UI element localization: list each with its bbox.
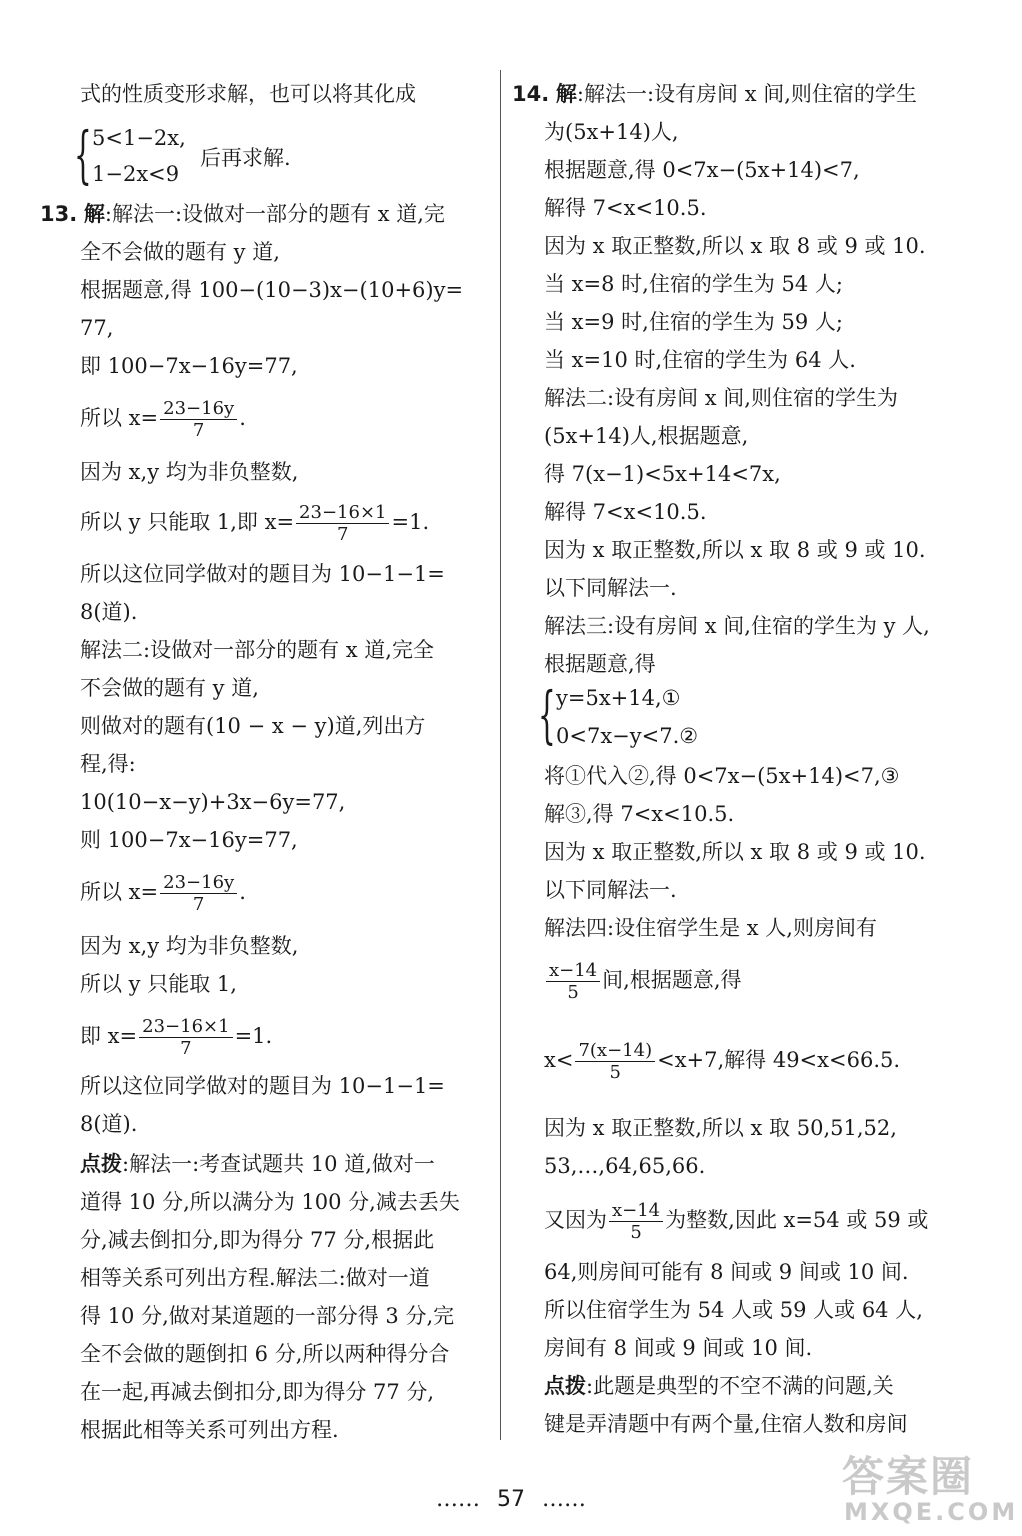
text-span: 为整数,因此 x=54 或 59 或 xyxy=(665,1208,929,1232)
text-line: 解法三:设有房间 x 间,住宿的学生为 y 人, xyxy=(544,614,930,638)
text-line: 因为 x 取正整数,所以 x 取 8 或 9 或 10. xyxy=(544,538,926,562)
text-line: 因为 x,y 均为非负整数, xyxy=(80,934,299,958)
fraction xyxy=(160,398,237,441)
question-14-line xyxy=(512,80,917,108)
fraction xyxy=(575,1040,655,1083)
denominator: 7 xyxy=(192,420,205,441)
numerator: 23−16y xyxy=(160,398,237,420)
fraction-line xyxy=(544,1190,928,1250)
text-line: (5x+14)人,根据题意, xyxy=(544,424,749,448)
text-line: 10(10−x−y)+3x−6y=77, xyxy=(80,790,346,814)
text-span: :解法一:设有房间 x 间,则住宿的学生 xyxy=(576,82,917,106)
numerator: 23−16y xyxy=(160,872,237,894)
text-span: 间,根据题意,得 xyxy=(602,968,742,992)
text-span: :解法一:设做对一部分的题有 x 道,完 xyxy=(104,202,445,226)
text-line: 键是弄清题中有两个量,住宿人数和房间 xyxy=(544,1412,908,1436)
footer-dots: …… xyxy=(436,1487,480,1512)
numerator: x−14 xyxy=(546,960,600,982)
text-span: =1. xyxy=(391,510,430,534)
watermark-url: MXQE.COM xyxy=(844,1498,1019,1526)
fraction-line xyxy=(544,950,742,1010)
text-span: 又因为 xyxy=(544,1208,607,1232)
equation-line: 0<7x−y<7.② xyxy=(556,724,699,748)
question-13-line xyxy=(40,200,445,228)
text-line: 因为 x 取正整数,所以 x 取 50,51,52, xyxy=(544,1116,897,1140)
text-span: . xyxy=(239,406,246,430)
text-line: 得 7(x−1)<5x+14<7x, xyxy=(544,462,781,486)
denominator: 7 xyxy=(337,524,349,545)
text-line: 将①代入②,得 0<7x−(5x+14)<7,③ xyxy=(544,764,900,788)
text-line: 道得 10 分,所以满分为 100 分,减去丢失 xyxy=(80,1190,460,1214)
denominator: 5 xyxy=(567,982,579,1003)
text-line: 以下同解法一. xyxy=(544,576,677,600)
solution-keyword: 解 xyxy=(555,81,577,106)
question-number: 14. xyxy=(512,82,550,106)
system-brace: { xyxy=(538,678,556,751)
text-line: 根据题意,得 100−(10−3)x−(10+6)y= xyxy=(80,278,464,302)
text-line: 53,…,64,65,66. xyxy=(544,1154,706,1178)
numerator: 23−16×1 xyxy=(296,502,389,524)
text-line: 因为 x 取正整数,所以 x 取 8 或 9 或 10. xyxy=(544,840,926,864)
text-line: 因为 x,y 均为非负整数, xyxy=(80,460,299,484)
text-line: 所以住宿学生为 54 人或 59 人或 64 人, xyxy=(544,1298,923,1322)
text-line: 根据此相等关系可列出方程. xyxy=(80,1418,339,1442)
column-divider xyxy=(500,70,501,1440)
text-span: :此题是典型的不空不满的问题,关 xyxy=(586,1374,894,1398)
text-line: 解法二:设做对一部分的题有 x 道,完全 xyxy=(80,638,434,662)
tip-keyword: 点拨 xyxy=(544,1373,586,1398)
text-line: 则做对的题有(10 − x − y)道,列出方 xyxy=(80,714,426,738)
text-line: 解法二:设有房间 x 间,则住宿的学生为 xyxy=(544,386,898,410)
text-span: x< xyxy=(544,1048,574,1072)
numerator: 7(x−14) xyxy=(575,1040,655,1062)
text-line: 后再求解. xyxy=(200,146,291,170)
text-span: :解法一:考查试题共 10 道,做对一 xyxy=(122,1152,435,1176)
inequality-line: 1−2x<9 xyxy=(92,162,180,186)
text-span: 即 x= xyxy=(80,1024,138,1048)
text-span: =1. xyxy=(234,1024,273,1048)
watermark xyxy=(838,1444,1019,1530)
text-line: 全不会做的题倒扣 6 分,所以两种得分合 xyxy=(80,1342,450,1366)
text-line: 根据题意,得 0<7x−(5x+14)<7, xyxy=(544,158,860,182)
text-line: 解法四:设住宿学生是 x 人,则房间有 xyxy=(544,916,877,940)
fraction-line xyxy=(80,1006,272,1066)
text-line: 所以这位同学做对的题目为 10−1−1= xyxy=(80,1074,445,1098)
text-line: 8(道). xyxy=(80,1112,138,1136)
text-span: 所以 y 只能取 1,即 x= xyxy=(80,510,295,534)
fraction xyxy=(609,1200,663,1243)
text-line: 在一起,再减去倒扣分,即为得分 77 分, xyxy=(80,1380,435,1404)
text-span: 所以 x= xyxy=(80,880,159,904)
text-span: 所以 x= xyxy=(80,406,159,430)
fraction xyxy=(296,502,389,545)
text-line: 根据题意,得 xyxy=(544,652,656,676)
tip-line xyxy=(544,1372,894,1400)
text-line: 不会做的题有 y 道, xyxy=(80,676,259,700)
numerator: 23−16×1 xyxy=(139,1016,232,1038)
text-line: 所以这位同学做对的题目为 10−1−1= xyxy=(80,562,445,586)
fraction xyxy=(546,960,600,1003)
text-line: 则 100−7x−16y=77, xyxy=(80,828,298,852)
fraction-line xyxy=(80,862,246,922)
text-line: 当 x=8 时,住宿的学生为 54 人; xyxy=(544,272,843,296)
solution-keyword: 解 xyxy=(83,201,105,226)
tip-line xyxy=(80,1150,435,1178)
inequality-line: 5<1−2x, xyxy=(92,126,186,150)
text-line: 相等关系可列出方程.解法二:做对一道 xyxy=(80,1266,430,1290)
text-line: 77, xyxy=(80,316,114,340)
text-span: <x+7,解得 49<x<66.5. xyxy=(657,1048,901,1072)
fraction xyxy=(139,1016,232,1059)
text-line: 即 100−7x−16y=77, xyxy=(80,354,298,378)
denominator: 5 xyxy=(630,1222,642,1243)
denominator: 7 xyxy=(180,1038,192,1059)
numerator: x−14 xyxy=(609,1200,663,1222)
text-line: 当 x=10 时,住宿的学生为 64 人. xyxy=(544,348,856,372)
footer-dots: …… xyxy=(542,1487,586,1512)
text-line: 式的性质变形求解，也可以将其化成 xyxy=(80,82,416,106)
text-line: 64,则房间可能有 8 间或 9 间或 10 间. xyxy=(544,1260,909,1284)
text-line: 程,得: xyxy=(80,752,136,776)
text-line: 为(5x+14)人, xyxy=(544,120,679,144)
system-brace: { xyxy=(74,118,92,191)
text-line: 解得 7<x<10.5. xyxy=(544,196,707,220)
text-line: 得 10 分,做对某道题的一部分得 3 分,完 xyxy=(80,1304,455,1328)
page-number: 57 xyxy=(497,1487,525,1512)
text-line: 以下同解法一. xyxy=(544,878,677,902)
text-line: 解③,得 7<x<10.5. xyxy=(544,802,735,826)
fraction-line xyxy=(80,492,429,552)
question-number: 13. xyxy=(40,202,78,226)
text-line: 8(道). xyxy=(80,600,138,624)
tip-keyword: 点拨 xyxy=(80,1151,122,1176)
equation-line: y=5x+14,① xyxy=(556,686,681,710)
text-line: 全不会做的题有 y 道, xyxy=(80,240,280,264)
watermark-title: 答案圈 xyxy=(842,1452,975,1501)
fraction xyxy=(160,872,237,915)
text-line: 分,减去倒扣分,即为得分 77 分,根据此 xyxy=(80,1228,435,1252)
fraction-line xyxy=(80,388,246,448)
denominator: 5 xyxy=(609,1062,621,1083)
fraction-line xyxy=(544,1030,900,1090)
denominator: 7 xyxy=(192,894,205,915)
text-line: 所以 y 只能取 1, xyxy=(80,972,237,996)
text-span: . xyxy=(239,880,246,904)
text-line: 当 x=9 时,住宿的学生为 59 人; xyxy=(544,310,843,334)
text-line: 解得 7<x<10.5. xyxy=(544,500,707,524)
text-line: 因为 x 取正整数,所以 x 取 8 或 9 或 10. xyxy=(544,234,926,258)
text-line: 房间有 8 间或 9 间或 10 间. xyxy=(544,1336,813,1360)
